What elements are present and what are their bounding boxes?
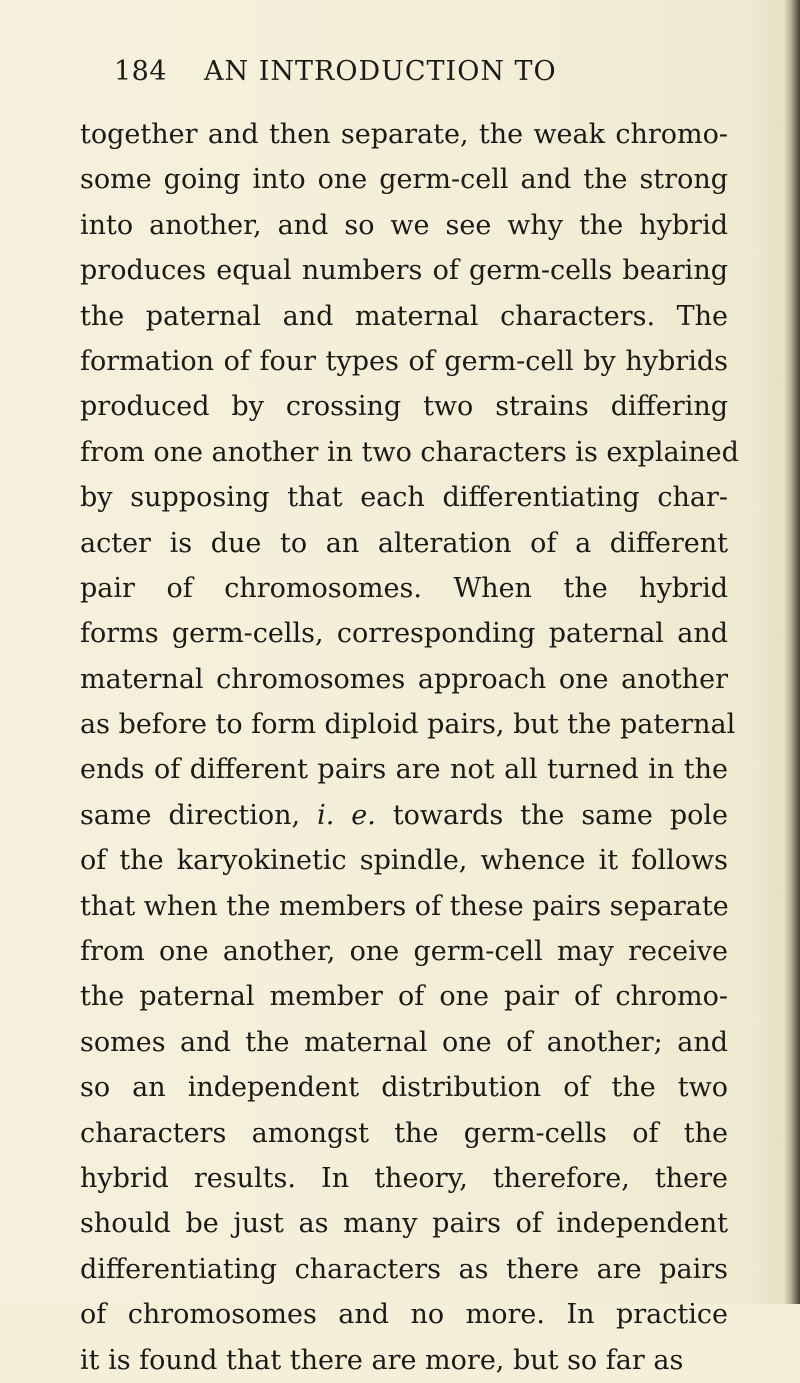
text-line: it is found that there are more, but so far as: [80, 1344, 684, 1376]
text-line: the paternal and maternal characters. The: [80, 300, 728, 332]
text-line: [80, 793, 728, 838]
page-edge-shadow: [784, 0, 800, 1304]
text-line: maternal chromosomes approach one another: [80, 663, 728, 695]
text-line: pair of chromosomes. When the hybrid: [80, 572, 728, 604]
text-line: by supposing that each differentiating char-: [80, 482, 728, 514]
italic-abbreviation: i. e.: [317, 799, 376, 831]
text-segment: towards the same pole: [375, 799, 728, 831]
text-line: the paternal member of one pair of chromo-: [80, 981, 728, 1013]
text-segment: same direction,: [80, 799, 318, 831]
text-line: from one another in two characters is explained: [80, 436, 739, 468]
page-number: 184: [114, 56, 168, 87]
text-line: characters amongst the germ-cells of the: [80, 1117, 728, 1149]
text-line: that when the members of these pairs separate: [80, 890, 729, 922]
text-line: forms germ-cells, corresponding paternal and: [80, 618, 728, 650]
text-line: hybrid results. In theory, therefore, there: [80, 1162, 728, 1194]
text-line: produced by crossing two strains differing: [80, 391, 728, 423]
running-head: AN INTRODUCTION TO: [204, 56, 557, 87]
text-line: as before to form diploid pairs, but the paternal: [80, 709, 736, 741]
text-line: somes and the maternal one of another; and: [80, 1026, 728, 1058]
text-line: produces equal numbers of germ-cells bearing: [80, 255, 728, 287]
text-line: should be just as many pairs of independent: [80, 1208, 728, 1240]
text-line: together and then separate, the weak chromo-: [80, 119, 728, 150]
page-header: [114, 56, 714, 100]
text-line: differentiating characters as there are pairs: [80, 1253, 728, 1285]
text-line: so an independent distribution of the two: [80, 1072, 728, 1104]
body-text: [80, 112, 739, 1383]
text-line: from one another, one germ-cell may receive: [80, 936, 728, 968]
text-line: of the karyokinetic spindle, whence it follows: [80, 845, 728, 877]
text-line: acter is due to an alteration of a different: [80, 527, 728, 559]
text-line: of chromosomes and no more. In practice: [80, 1299, 728, 1331]
text-line: some going into one germ-cell and the strong: [80, 164, 728, 196]
text-line: into another, and so we see why the hybrid: [80, 209, 728, 241]
text-line: ends of different pairs are not all turned in the: [80, 754, 728, 786]
text-line: formation of four types of germ-cell by hybrids: [80, 345, 728, 377]
